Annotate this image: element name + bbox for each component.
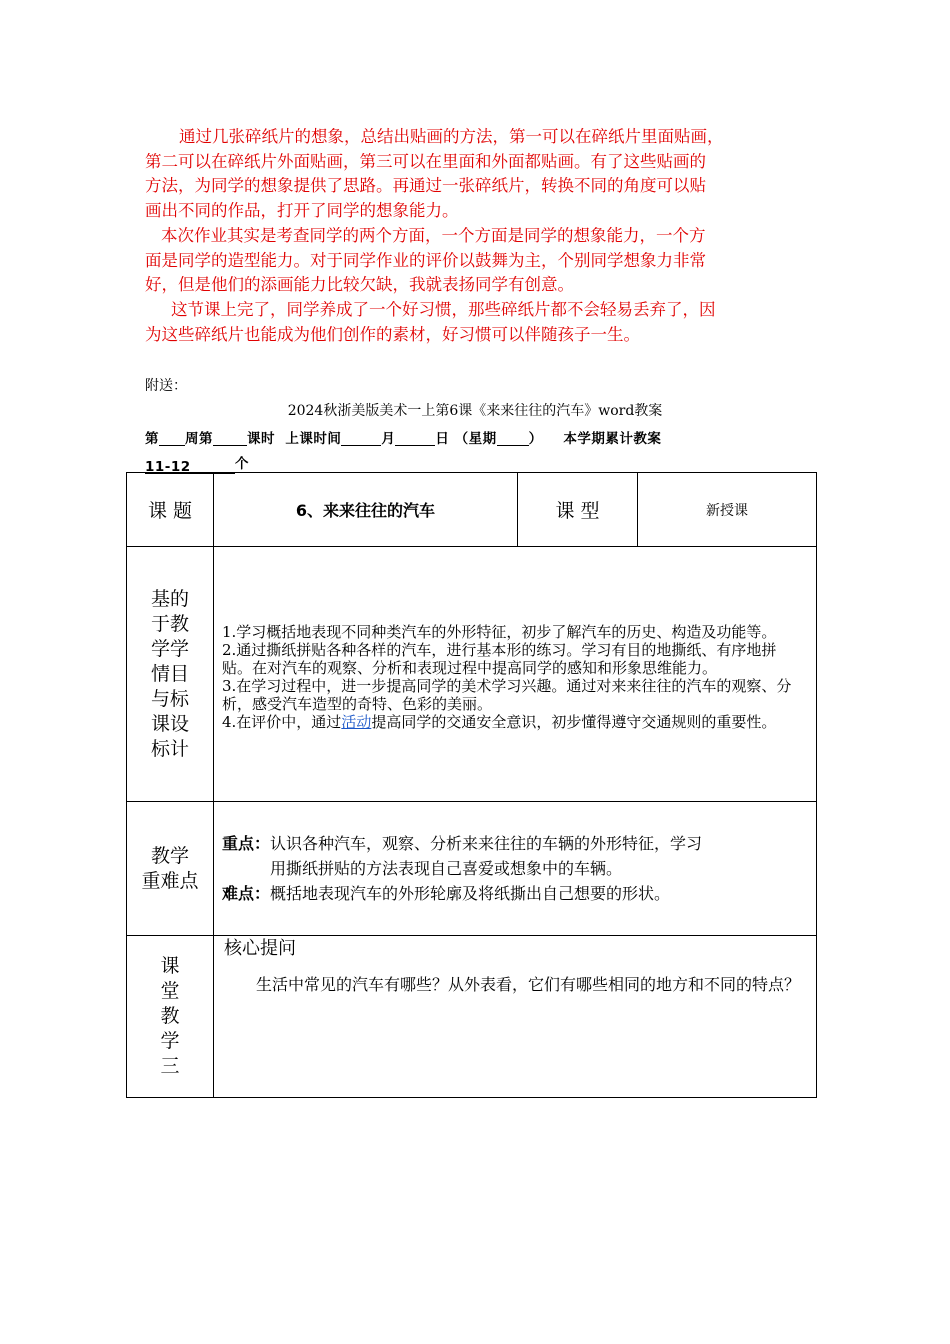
difficulty-label: 难点： — [222, 884, 271, 903]
period-label: 课时 — [247, 431, 275, 447]
topic-value: 6、来来往往的汽车 — [214, 473, 518, 547]
stage-label — [145, 954, 195, 1079]
cumulative-label: 本学期累计教案 — [563, 431, 662, 447]
label-char: 于教 — [150, 612, 189, 635]
weekday-label: （星期 — [454, 431, 497, 447]
label-line: 重难点 — [141, 869, 199, 892]
intro-paragraph-2 — [145, 224, 810, 298]
label-char: 学 — [160, 1030, 180, 1052]
intro-line: 画出不同的作品，打开了同学的想象能力。 — [145, 200, 459, 220]
label-char: 堂 — [160, 980, 180, 1002]
goals-label — [145, 587, 195, 762]
goal-text: 提高同学的交通安全意识，初步懂得遵守交通规则的重要性。 — [371, 713, 777, 731]
label-char: 课设 — [150, 712, 189, 735]
core-question-heading: 核心提问 — [224, 938, 296, 959]
lesson-plan-table — [126, 472, 817, 1098]
label-char: 教 — [160, 1005, 180, 1027]
class-time-label: 上课时间 — [285, 431, 342, 447]
label-char: 标计 — [150, 737, 189, 760]
difficulty-text: 概括地表现汽车的外形轮廓及将纸撕出自己想要的形状。 — [270, 884, 671, 903]
keys-label — [130, 844, 210, 894]
type-label: 课 型 — [518, 473, 638, 547]
table-row — [127, 936, 817, 1098]
day-label: 日 — [435, 431, 450, 447]
key-point-cont: 用撕纸拼贴的方法表现自己喜爱或想象中的车辆。 — [270, 859, 623, 878]
difficulty — [222, 881, 804, 906]
intro-paragraph-3 — [145, 298, 810, 347]
intro-paragraph-1 — [145, 125, 810, 223]
core-question-text: 生活中常见的汽车有哪些？从外表看，它们有哪些相同的地方和不同的特点？ — [256, 975, 801, 994]
goals-label-cell — [127, 547, 214, 802]
period-blank — [213, 429, 247, 446]
intro-line: 好，但是他们的添画能力比较欠缺，我就表扬同学有创意。 — [145, 275, 574, 294]
label-char: 学学 — [150, 637, 189, 660]
intro-line: 面是同学的造型能力。对于同学作业的评价以鼓舞为主，个别同学想象力非常 — [145, 250, 706, 270]
core-question-cell — [214, 936, 817, 1098]
goal-text: 4.在评价中，通过 — [222, 713, 342, 731]
key-point-label: 重点： — [222, 834, 271, 853]
table-row — [127, 547, 817, 802]
keys-content — [214, 802, 817, 936]
stage-label-cell — [127, 936, 214, 1098]
label-char: 基的 — [150, 587, 189, 610]
goals-content — [214, 547, 817, 802]
goal-item — [222, 713, 806, 731]
range-value: 11-12 — [145, 459, 191, 475]
intro-line: 为这些碎纸片也能成为他们创作的素材，好习惯可以伴随孩子一生。 — [145, 324, 640, 344]
activity-link[interactable]: 活动 — [341, 713, 372, 731]
goal-item: 3.在学习过程中，进一步提高同学的美术学习兴趣。通过对来来往往的汽车的观察、分析，感受汽车造型的奇特、色彩的美丽。 — [222, 677, 792, 713]
intro-line: 这节课上完了，同学养成了一个好习惯，那些碎纸片都不会轻易丢弃了，因 — [171, 300, 716, 319]
label-char: 与标 — [150, 687, 189, 710]
month-blank — [341, 429, 381, 446]
key-point — [222, 831, 804, 856]
schedule-info-line — [145, 427, 815, 477]
week-blank — [159, 429, 185, 446]
weekday-close: ） — [528, 431, 543, 447]
intro-line: 通过几张碎纸片的想象，总结出贴画的方法，第一可以在碎纸片里面贴画， — [179, 127, 724, 146]
appendix-label: 附送： — [145, 378, 187, 394]
document-title: 2024秋浙美版美术一上第6课《来来往往的汽车》word教案 — [287, 403, 663, 419]
label-char: 课 — [160, 955, 180, 977]
intro-line: 方法，为同学的想象提供了思路。再通过一张碎纸片，转换不同的角度可以贴 — [145, 176, 706, 195]
table-row — [127, 473, 817, 547]
intro-line: 第二可以在碎纸片外面贴画，第三可以在里面和外面都贴画。有了这些贴画的 — [145, 151, 706, 171]
week-unit-label: 周第 — [185, 431, 213, 447]
intro-line: 本次作业其实是考查同学的两个方面，一个方面是同学的想象能力，一个方 — [161, 226, 706, 245]
key-point-text: 认识各种汽车，观察、分析来来往往的车辆的外形特征，学习 — [270, 834, 703, 853]
month-label: 月 — [381, 431, 396, 447]
week-label: 第 — [145, 431, 159, 447]
topic-label: 课 题 — [127, 473, 214, 547]
table-row — [127, 802, 817, 936]
label-line: 教学 — [150, 844, 189, 867]
label-char: 情目 — [150, 662, 189, 685]
weekday-blank — [497, 429, 529, 446]
count-unit: 个 — [235, 456, 249, 472]
day-blank — [395, 429, 435, 446]
label-char: 三 — [160, 1055, 180, 1077]
goal-item: 2.通过撕纸拼贴各种各样的汽车，进行基本形的练习。学习有目的地撕纸、有序地拼贴。在对汽车的观察、分析和表现过程中提高同学的感知和形象思维能力。 — [222, 641, 777, 677]
keys-label-cell — [127, 802, 214, 936]
type-value: 新授课 — [638, 473, 817, 547]
goal-item: 1.学习概括地表现不同种类汽车的外形特征，初步了解汽车的历史、构造及功能等。 — [222, 623, 777, 641]
